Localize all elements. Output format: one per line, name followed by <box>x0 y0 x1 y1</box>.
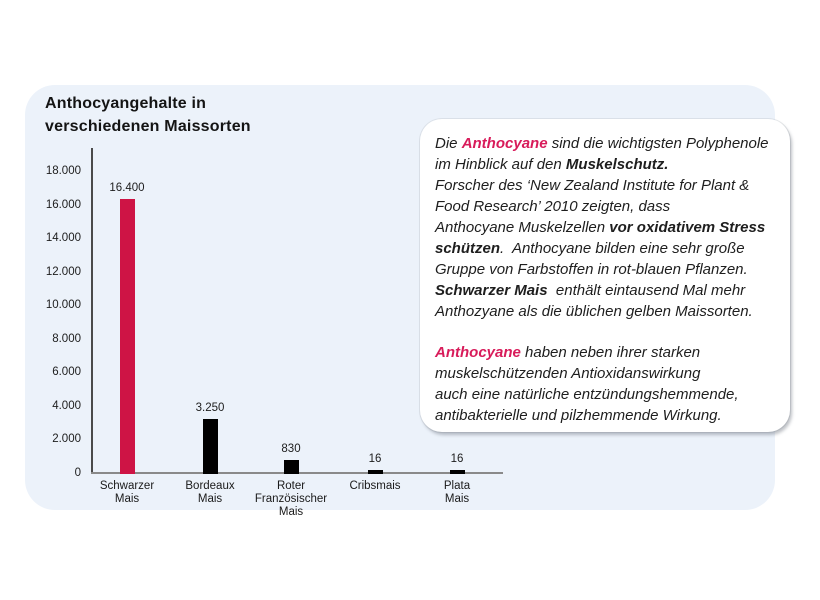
bar-category-label: Schwarzer Mais <box>99 480 155 505</box>
text-segment: antibakterielle und pilzhemmende Wirkung. <box>435 407 722 424</box>
info-paragraph <box>435 342 775 426</box>
y-tick-label: 0 <box>74 467 81 479</box>
y-tick-label: 16.000 <box>45 198 81 211</box>
info-card <box>420 119 790 432</box>
chart-title <box>45 92 251 138</box>
text-segment: Schwarzer Mais <box>435 282 548 299</box>
bar-value-label: 16.400 <box>109 181 145 194</box>
y-tick-label: 8.000 <box>52 332 81 345</box>
y-tick-label: 4.000 <box>52 399 81 412</box>
bar-column <box>330 148 420 474</box>
text-segment: Anthozyane als die üblichen gelben Maissorten. <box>435 303 753 320</box>
info-text-line <box>435 238 775 259</box>
info-text-line <box>435 259 775 280</box>
info-text-line <box>435 196 775 217</box>
bar-black <box>450 470 465 474</box>
info-text-line <box>435 154 775 175</box>
text-segment: Die <box>435 135 462 152</box>
info-text-line <box>435 384 775 405</box>
text-segment: haben neben ihrer starken <box>520 344 701 361</box>
text-segment: . Anthocyane bilden eine sehr große <box>500 240 745 257</box>
chart-title-line2: verschiedenen Maissorten <box>45 118 251 135</box>
chart-title-line1: Anthocyangehalte in <box>45 95 207 112</box>
bar-category-label: Cribsmais <box>349 480 401 492</box>
bar-value-label: 16 <box>368 453 382 465</box>
info-paragraph <box>435 133 775 322</box>
bar-column <box>82 148 172 474</box>
y-tick-label: 6.000 <box>52 366 81 379</box>
text-segment: sind die wichtigsten Polyphenole <box>547 135 769 152</box>
y-tick-label: 2.000 <box>52 433 81 446</box>
text-segment: im Hinblick auf den <box>435 156 566 173</box>
info-text-line <box>435 133 775 154</box>
bar-highlight <box>120 199 135 474</box>
bar-black <box>203 419 218 474</box>
info-text-line <box>435 280 775 301</box>
bar-category-label: Bordeaux Mais <box>185 480 235 505</box>
y-tick-label: 12.000 <box>45 265 81 278</box>
info-text-line <box>435 175 775 196</box>
bar-value-label: 3.250 <box>195 402 225 415</box>
bar-category-label: Plata Mais <box>443 480 471 505</box>
accent-keyword: Anthocyane <box>435 344 521 361</box>
bar-black <box>284 460 299 474</box>
text-segment: Muskelschutz. <box>565 156 669 173</box>
bar-column <box>246 148 336 474</box>
text-segment: auch eine natürliche entzündungshemmende, <box>435 386 739 403</box>
info-text-line <box>435 301 775 322</box>
text-segment: Forscher des ‘New Zealand Institute for Plant & <box>435 177 750 194</box>
bar-value-label: 16 <box>450 453 464 465</box>
info-text-line <box>435 363 775 384</box>
bar-value-label: 830 <box>281 443 301 456</box>
info-text-line <box>435 342 775 363</box>
info-text-line <box>435 217 775 238</box>
accent-keyword: Anthocyane <box>461 135 548 152</box>
bar-black <box>368 470 383 474</box>
text-segment: muskelschützenden Antioxidanswirkung <box>435 365 701 382</box>
bar-category-label: Roter Französischer Mais <box>254 480 328 518</box>
text-segment: vor oxidativem Stress <box>609 219 766 236</box>
bar-column <box>165 148 255 474</box>
text-segment: Gruppe von Farbstoffen in rot-blauen Pflanzen. <box>435 261 748 278</box>
text-segment: Food Research’ 2010 zeigten, dass <box>435 198 671 215</box>
text-segment: schützen <box>435 240 501 257</box>
info-text-line <box>435 405 775 426</box>
y-tick-label: 18.000 <box>45 165 81 177</box>
text-segment: enthält eintausend Mal mehr <box>547 282 746 299</box>
text-segment: Anthocyane Muskelzellen <box>435 219 610 236</box>
y-tick-label: 14.000 <box>45 232 81 245</box>
y-tick-label: 10.000 <box>45 299 81 312</box>
